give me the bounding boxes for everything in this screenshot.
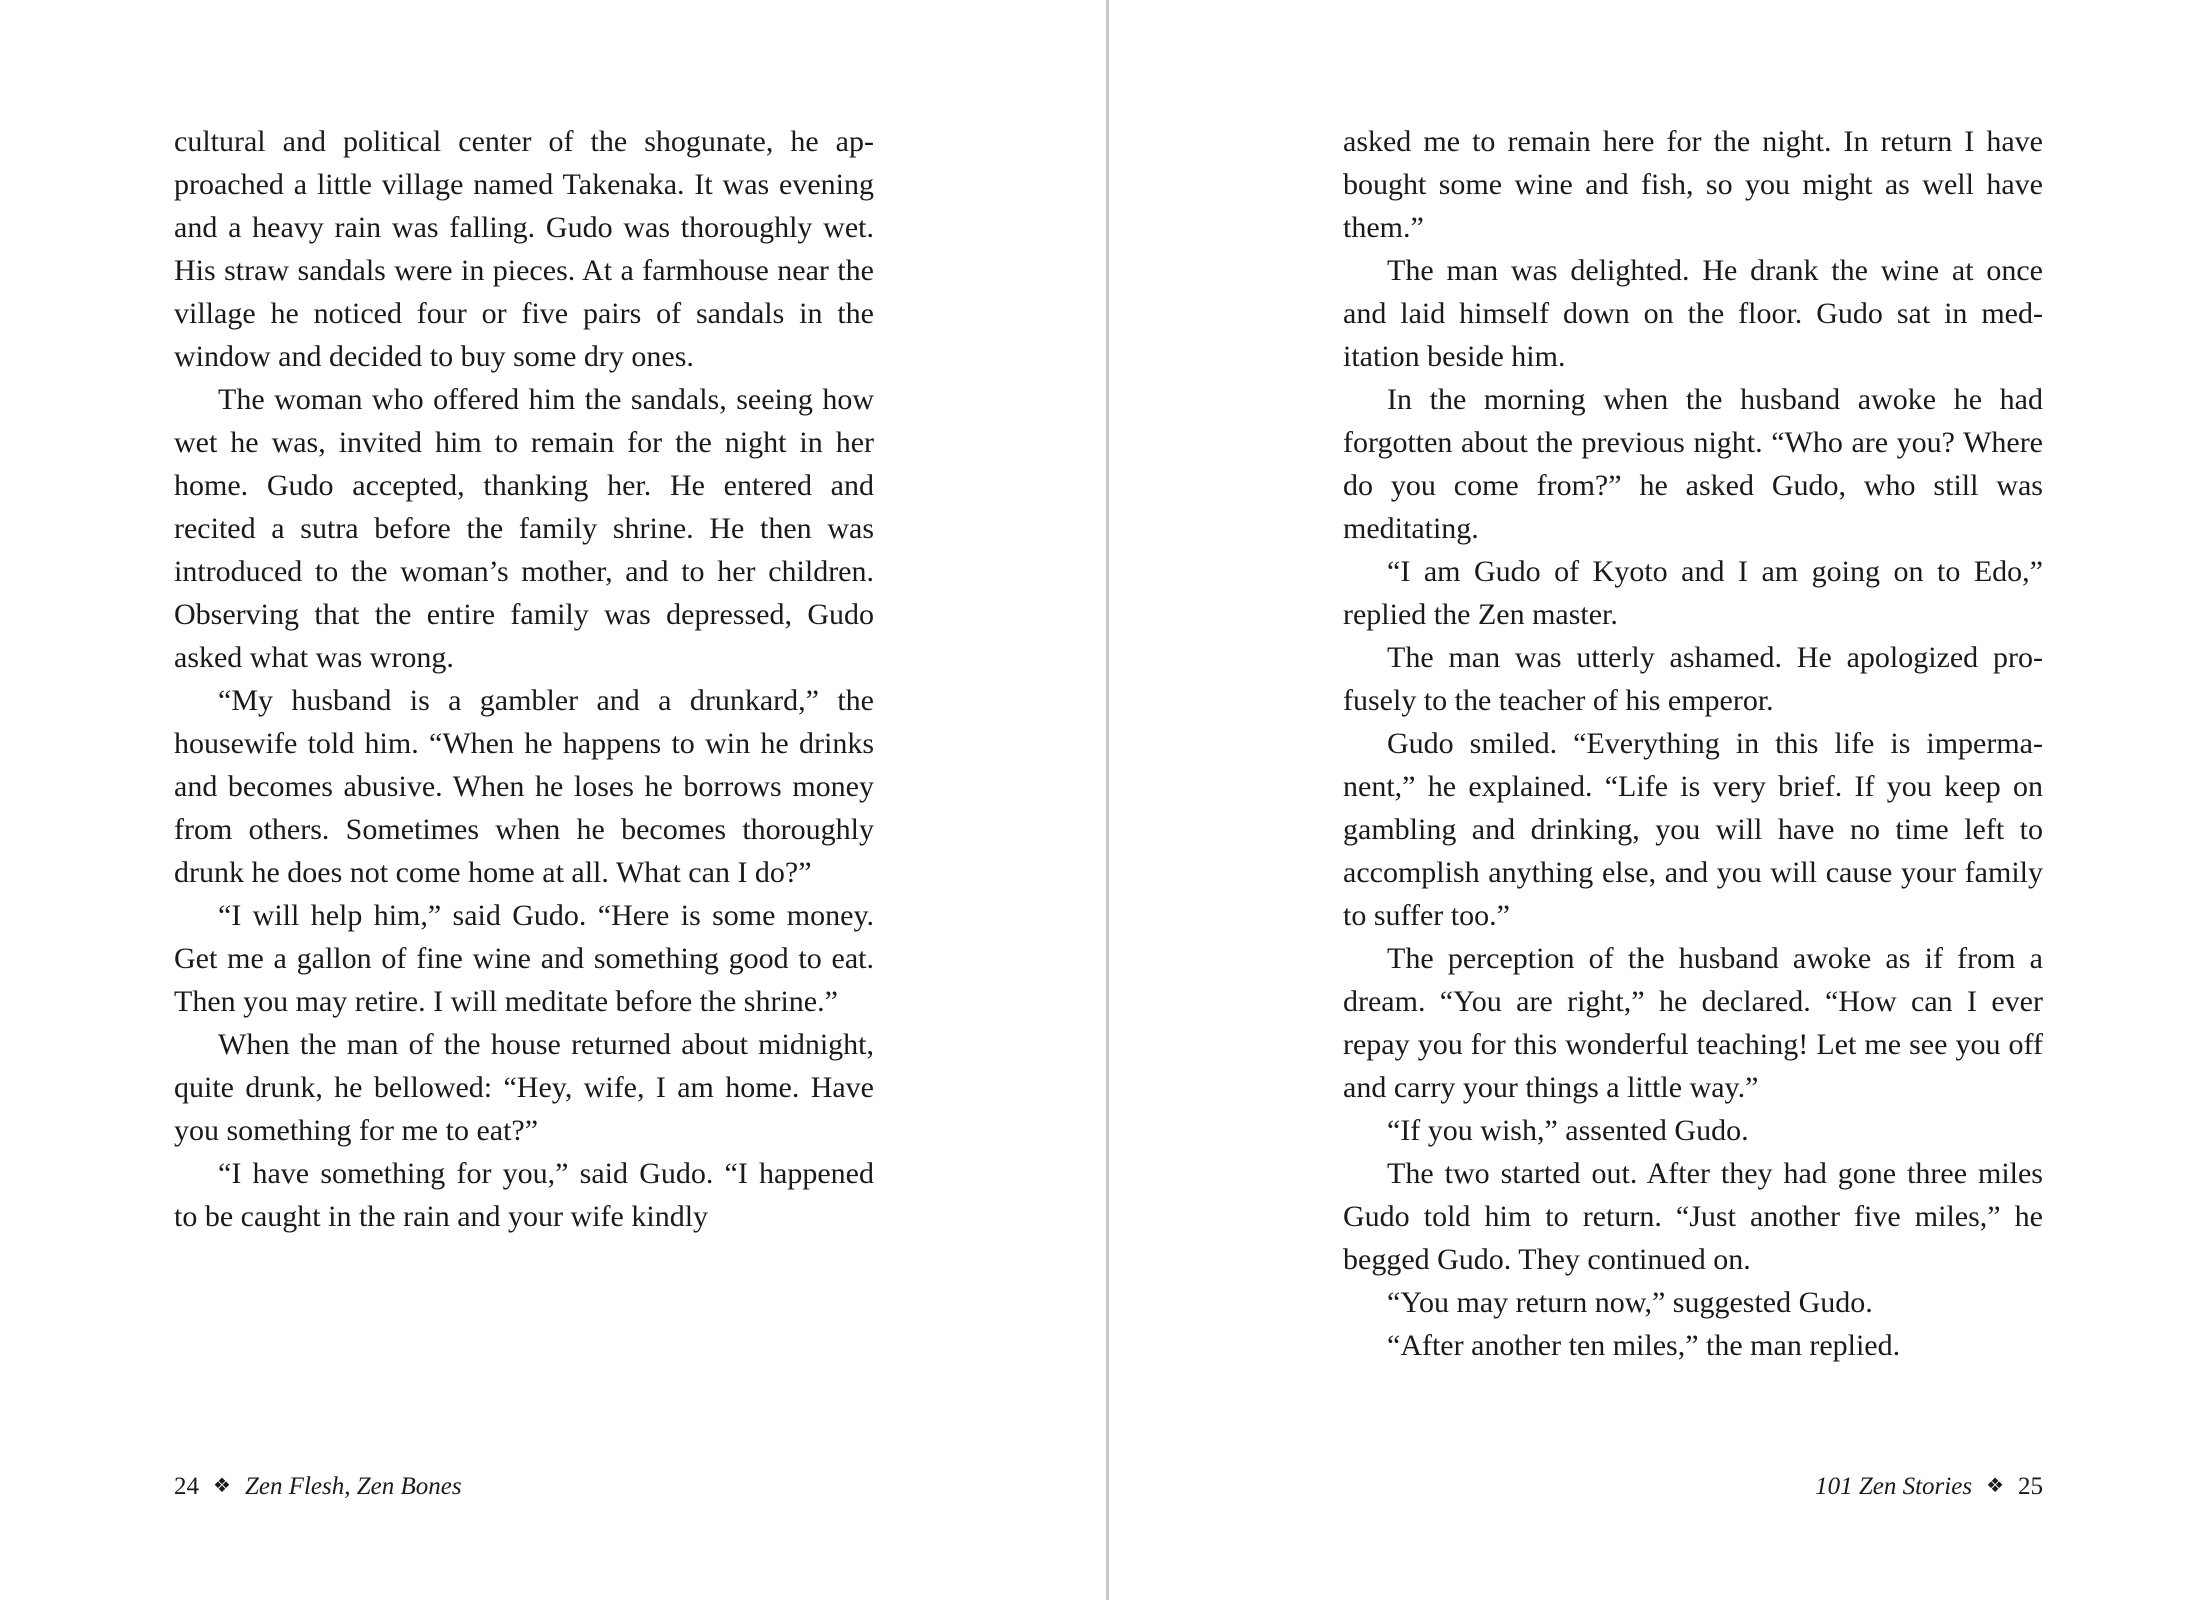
- page-number: 24: [174, 1473, 199, 1500]
- right-page-footer: [1815, 1472, 2043, 1503]
- paragraph: In the morning when the husband awoke he had forgotten about the previous night. “Who are you? Where do you come from?” he asked Gudo, who still was meditating.: [1343, 383, 2043, 545]
- paragraph: “You may return now,” suggested Gudo.: [1387, 1286, 1873, 1319]
- running-title: 101 Zen Stories: [1815, 1473, 1973, 1500]
- paragraph: cultural and political center of the shogunate, he approached a little village named Takenaka. It was evening and a heavy rain was falling. Gudo was thoroughly wet. His straw sandals were in pieces. At a farmhouse near the village he noticed four or five pairs of sandals in the window and decided to buy some dry ones.: [174, 125, 874, 373]
- right-page: [1343, 120, 2043, 1367]
- fleuron-icon: ❖: [1986, 1475, 2004, 1497]
- page-gutter: [1106, 0, 1109, 1600]
- fleuron-icon: ❖: [213, 1475, 231, 1497]
- paragraph: “After another ten miles,” the man replied.: [1387, 1329, 1901, 1362]
- paragraph: “I have something for you,” said Gudo. “I happened to be caught in the rain and your wife kindly: [174, 1157, 874, 1233]
- left-page: [174, 120, 874, 1238]
- paragraph: “My husband is a gambler and a drunkard,” the housewife told him. “When he happens to win he drinks and becomes abusive. When he loses he borrows money from others. Sometimes when he becomes thoroughly drunk he does not come home at all. What can I do?”: [174, 684, 874, 889]
- page-number: 25: [2018, 1473, 2043, 1500]
- paragraph: The man was utterly ashamed. He apologized profusely to the teacher of his emperor.: [1343, 641, 2043, 717]
- paragraph: When the man of the house returned about midnight, quite drunk, he bellowed: “Hey, wife, I am home. Have you something for me to eat?”: [174, 1028, 874, 1147]
- paragraph: “If you wish,” assented Gudo.: [1387, 1114, 1749, 1147]
- paragraph: The perception of the husband awoke as if from a dream. “You are right,” he declared. “How can I ever repay you for this wonderful teaching! Let me see you off and carry your things a little way.”: [1343, 942, 2043, 1104]
- paragraph: The two started out. After they had gone three miles Gudo told him to return. “Just another five miles,” he begged Gudo. They continued on.: [1343, 1157, 2043, 1276]
- paragraph: Gudo smiled. “Everything in this life is impermanent,” he explained. “Life is very brief. If you keep on gambling and drinking, you will have no time left to accomplish anything else, and you will cause your family to suffer too.”: [1343, 727, 2043, 932]
- running-title: Zen Flesh, Zen Bones: [244, 1473, 462, 1500]
- paragraph: “I am Gudo of Kyoto and I am going on to Edo,” replied the Zen master.: [1343, 555, 2043, 631]
- paragraph: asked me to remain here for the night. In return I have bought some wine and fish, so you might as well have them.”: [1343, 125, 2043, 244]
- left-page-footer: [174, 1472, 462, 1503]
- paragraph: The woman who offered him the sandals, seeing how wet he was, invited him to remain for the night in her home. Gudo accepted, thanking her. He entered and recited a sutra before the family shrine. He then was introduced to the woman’s mother, and to her children. Observing that the entire family was depressed, Gudo asked what was wrong.: [174, 383, 874, 674]
- paragraph: “I will help him,” said Gudo. “Here is some money. Get me a gallon of fine wine and something good to eat. Then you may retire. I will meditate before the shrine.”: [174, 899, 874, 1018]
- paragraph: The man was delighted. He drank the wine at once and laid himself down on the floor. Gudo sat in meditation beside him.: [1343, 254, 2043, 373]
